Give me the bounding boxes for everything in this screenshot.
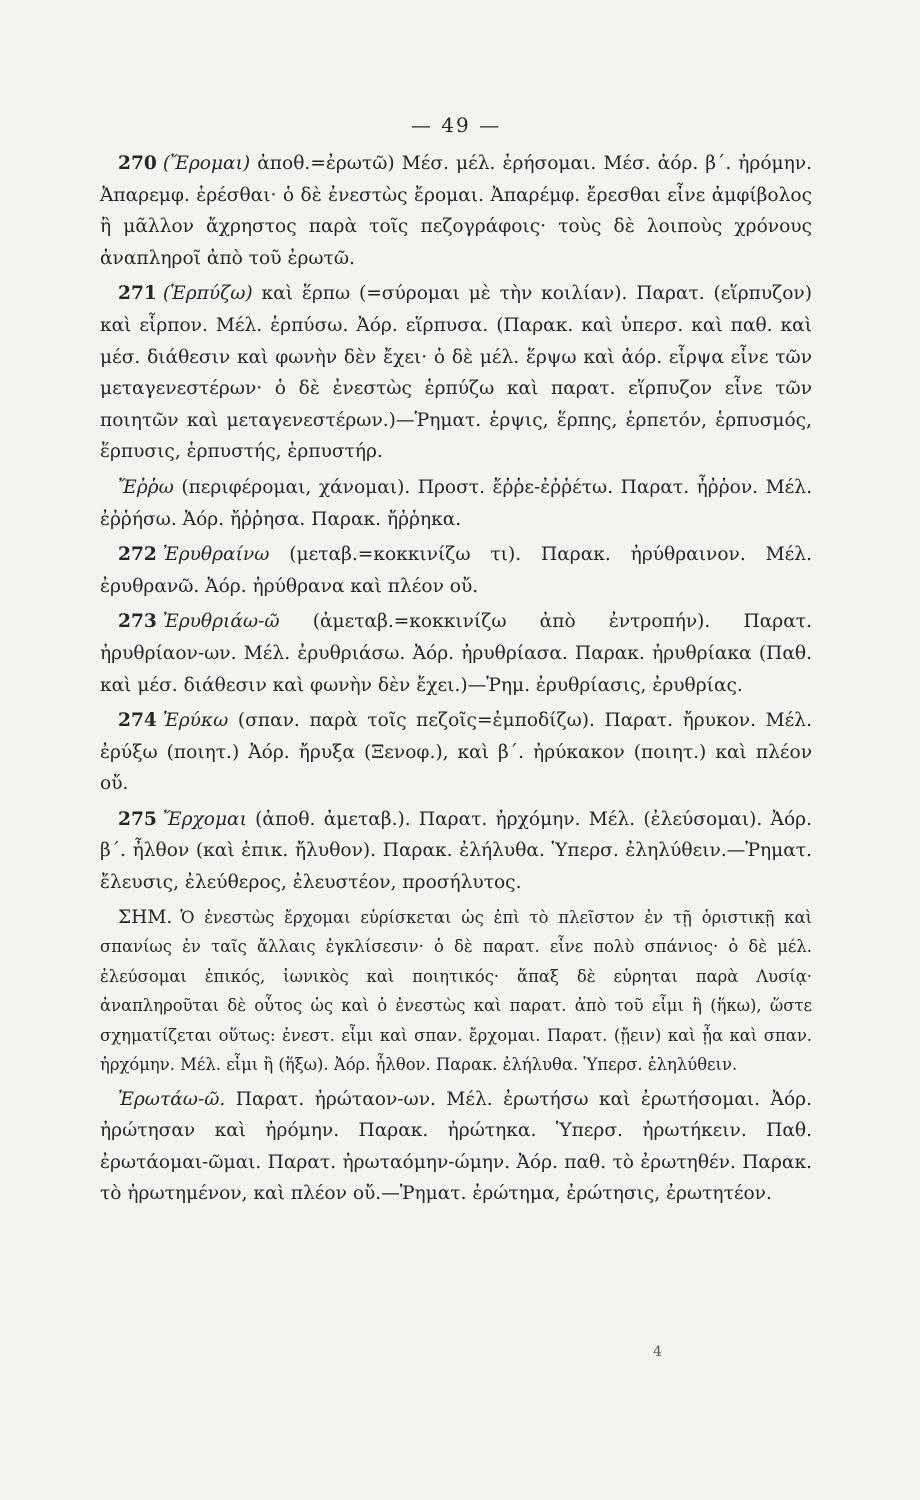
entry-erro [100,472,812,535]
book-page [100,108,812,1388]
entries [100,148,812,1210]
entry-text: (σπαν. παρὰ τοῖς πεζοῖς=ἐμποδίζω). Παρατ. ἤρυκον. Μέλ. ἐρύξω (ποιητ.) Ἀόρ. ἤρυξα (Ξενοφ.), καὶ β΄. ἠρύκακον (ποιητ.) καὶ πλέον οὔ. [100,710,812,795]
note-paragraph [100,903,812,1080]
entry-headword: (Ἔρομαι) [162,153,251,174]
entry-headword: (Ἑρπύζω) [162,283,253,305]
entry-number: 273 [118,611,157,633]
entry-text: Παρατ. ἠρώταον-ων. Μέλ. ἐρωτήσω καὶ ἐρωτήσομαι. Ἀόρ. ἠρώτησαν καὶ ἠρόμην. Παρακ. ἠρώτηκα. Ὑπερσ. ἠρωτήκειν. Παθ. ἐρωτάομαι-ῶμαι. Παρατ. ἠρωταόμην-ώμην. Ἀόρ. παθ. τὸ ἐρωτηθέν. Παρακ. τὸ ἠρωτημένον, καὶ πλέον οὔ.—Ῥηματ. ἐρώτημα, ἐρώτησις, ἐρωτητέον. [100,1088,812,1205]
note-label: ΣΗΜ. [118,906,173,928]
entry-text: (περιφέρομαι, χάνομαι). Προστ. ἔῤῥε-ἐῤῥέτω. Παρατ. ἦῤῥον. Μέλ. ἐῤῥήσω. Ἀόρ. ἤῤῥησα. Παρακ. ἤῤῥηκα. [100,476,812,530]
entry-headword: Ἐρύκω [162,710,229,732]
entry-text: ἀποθ.=ἐρωτῶ) Μέσ. μέλ. ἐρήσομαι. Μέσ. ἀόρ. β΄. ἠρόμην. Ἀπαρεμφ. ἐρέσθαι· ὁ δὲ ἐνεστὼς ἔρομαι. Ἀπαρέμφ. ἔρεσθαι εἶνε ἀμφίβολος ἢ μᾶλλον ἄχρηστος παρὰ τοῖς πεζογράφοις· τοὺς δὲ λοιποὺς χρόνους ἀναπληροῖ ἀπὸ τοῦ ἐρωτῶ. [100,153,812,269]
entry-number: 275 [118,808,157,830]
entry-270 [100,148,812,274]
entry-headword: Ἔρχομαι [162,808,247,830]
entry-275 [100,804,812,899]
entry-text: (ἀμεταβ.=κοκκινίζω ἀπὸ ἐντροπήν). Παρατ. ἠρυθρίαον-ων. Μέλ. ἐρυθριάσω. Ἀόρ. ἠρυθρίασα. Παρακ. ἠρυθρίακα (Παθ. καὶ μέσ. διάθεσιν καὶ φωνὴν δὲν ἔχει.)—Ῥημ. ἐρυθρίασις, ἐρυθρίας. [100,611,812,696]
entry-text: καὶ ἕρπω (=σύρομαι μὲ τὴν κοιλίαν). Παρατ. (εἵρπυζον) καὶ εἷρπον. Μέλ. ἑρπύσω. Ἀόρ. εἵρπυσα. (Παρακ. καὶ ὑπερσ. καὶ παθ. καὶ μέσ. διάθεσιν καὶ φωνὴν δὲν ἔχει· ὁ δὲ μέλ. ἕρψω καὶ ἀόρ. εἷρψα εἶνε τῶν μεταγενεστέρων· ὁ δὲ ἐνεστὼς ἑρπύζω καὶ παρατ. εἵρπυζον εἶνε τῶν ποιητῶν καὶ μεταγενεστέρων.)—Ῥηματ. ἑρψις, ἕρπης, ἑρπετόν, ἑρπυσμός, ἕρπυσις, ἑρπυστής, ἑρπυστήρ. [100,283,812,463]
entry-number: 272 [118,544,157,566]
entry-number: 274 [118,710,157,732]
entry-headword: Ἐρυθριάω-ῶ [162,611,280,633]
entry-headword: Ἐρωτάω-ῶ. [118,1088,226,1110]
entry-number: 270 [118,153,157,174]
entry-272 [100,539,812,602]
entry-headword: Ἐρυθραίνω [162,544,270,566]
entry-271 [100,278,812,468]
entry-274 [100,705,812,800]
note-text: Ὁ ἐνεστὼς ἔρχομαι εὑρίσκεται ὡς ἐπὶ τὸ πλεῖστον ἐν τῇ ὁριστικῇ καὶ σπανίως ἐν ταῖς ἄλλαις ἐγκλίσεσιν· ὁ δὲ παρατ. εἶνε πολὺ σπάνιος· ὁ δὲ μέλ. ἐλεύσομαι ἐπικός, ἰωνικὸς καὶ ποιητικός· ἅπαξ δὲ εὑρηται παρὰ Λυσίᾳ· ἀναπληροῦται δὲ οὗτος ὡς καὶ ὁ ἐνεστὼς καὶ παρατ. ἀπὸ τοῦ εἶμι ἢ (ἥκω), ὥστε σχηματίζεται οὕτως: ἐνεστ. εἶμι καὶ σπαν. ἔρχομαι. Παρατ. (ᾔειν) καὶ ᾖα καὶ σπαν. ἠρχόμην. Μέλ. εἶμι ἢ (ἥξω). Ἀόρ. ἦλθον. Παρακ. ἐλήλυθα. Ὑπερσ. ἐληλύθειν. [100,907,812,1075]
entry-headword: Ἔῤῥω [118,476,174,498]
entry-number: 271 [118,283,157,305]
entry-273 [100,606,812,701]
page-number: — 49 — [410,113,502,137]
entry-text: (ἀποθ. ἀμεταβ.). Παρατ. ἠρχόμην. Μέλ. (ἐλεύσομαι). Ἀόρ. β΄. ἦλθον (καὶ ἐπικ. ἤλυθον). Παρακ. ἐλήλυθα. Ὑπερσ. ἐληλύθειν.—Ῥηματ. ἔλευσις, ἐλεύθερος, ἐλευστέον, προσήλυτος. [100,808,812,894]
signature-mark: 4 [653,1344,662,1360]
entry-erotao [100,1084,812,1210]
entry-text: (μεταβ.=κοκκινίζω τι). Παρακ. ἠρύθραινον. Μέλ. ἐρυθρανῶ. Ἀόρ. ἠρύθρανα καὶ πλέον οὔ. [100,544,812,597]
